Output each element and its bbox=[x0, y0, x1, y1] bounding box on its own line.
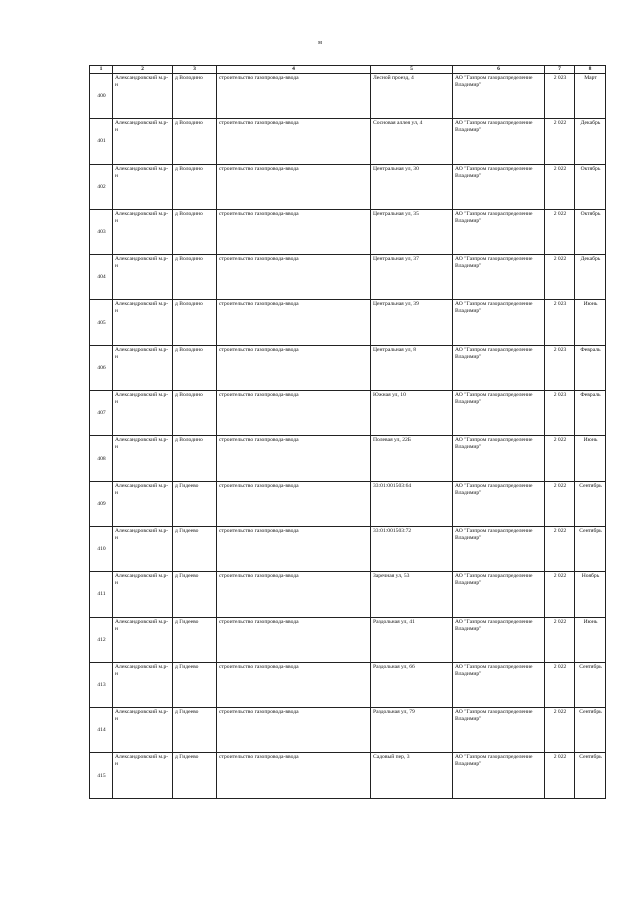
operator-cell: АО "Газпром газораспределение Владимир" bbox=[453, 255, 545, 300]
operator-cell: АО "Газпром газораспределение Владимир" bbox=[453, 74, 545, 119]
year-cell: 2 022 bbox=[545, 164, 575, 209]
month-cell: Октябрь bbox=[575, 209, 606, 254]
address-cell: Раздольная ул, 79 bbox=[371, 708, 453, 753]
column-header: 6 bbox=[453, 66, 545, 74]
operator-cell: АО "Газпром газораспределение Владимир" bbox=[453, 753, 545, 798]
operator-cell: АО "Газпром газораспределение Владимир" bbox=[453, 662, 545, 707]
table-row bbox=[90, 255, 606, 300]
column-header: 8 bbox=[575, 66, 606, 74]
month-cell: Февраль bbox=[575, 391, 606, 436]
address-cell: Центральная ул, 37 bbox=[371, 255, 453, 300]
work-type-cell: строительство газопровода-ввода bbox=[217, 708, 371, 753]
row-number: 403 bbox=[90, 209, 113, 254]
table-row bbox=[90, 481, 606, 526]
row-number: 407 bbox=[90, 391, 113, 436]
month-cell: Декабрь bbox=[575, 119, 606, 164]
address-cell: Центральная ул, 8 bbox=[371, 345, 453, 390]
table-row bbox=[90, 617, 606, 662]
address-cell: Лесной проезд, 4 bbox=[371, 74, 453, 119]
table-row bbox=[90, 164, 606, 209]
work-type-cell: строительство газопровода-ввода bbox=[217, 119, 371, 164]
year-cell: 2 022 bbox=[545, 526, 575, 571]
address-cell: 33:01:001503:72 bbox=[371, 526, 453, 571]
table-row bbox=[90, 391, 606, 436]
address-cell: Центральная ул, 30 bbox=[371, 164, 453, 209]
settlement-cell: д Гидеево bbox=[173, 481, 217, 526]
work-type-cell: строительство газопровода-ввода bbox=[217, 662, 371, 707]
operator-cell: АО "Газпром газораспределение Владимир" bbox=[453, 436, 545, 481]
month-cell: Июнь bbox=[575, 617, 606, 662]
row-number: 411 bbox=[90, 572, 113, 617]
column-header: 4 bbox=[217, 66, 371, 74]
page-number: м bbox=[318, 40, 322, 46]
settlement-cell: д Володино bbox=[173, 391, 217, 436]
district-cell: Александровский м.р-н bbox=[113, 164, 173, 209]
work-type-cell: строительство газопровода-ввода bbox=[217, 209, 371, 254]
operator-cell: АО "Газпром газораспределение Владимир" bbox=[453, 617, 545, 662]
work-type-cell: строительство газопровода-ввода bbox=[217, 300, 371, 345]
district-cell: Александровский м.р-н bbox=[113, 572, 173, 617]
month-cell: Июнь bbox=[575, 300, 606, 345]
work-type-cell: строительство газопровода-ввода bbox=[217, 753, 371, 798]
table-row bbox=[90, 119, 606, 164]
operator-cell: АО "Газпром газораспределение Владимир" bbox=[453, 526, 545, 571]
address-cell: Раздольная ул, 41 bbox=[371, 617, 453, 662]
row-number: 414 bbox=[90, 708, 113, 753]
table-row bbox=[90, 572, 606, 617]
settlement-cell: д Володино bbox=[173, 164, 217, 209]
settlement-cell: д Володино bbox=[173, 300, 217, 345]
table-row bbox=[90, 436, 606, 481]
settlement-cell: д Гидеево bbox=[173, 526, 217, 571]
district-cell: Александровский м.р-н bbox=[113, 345, 173, 390]
operator-cell: АО "Газпром газораспределение Владимир" bbox=[453, 708, 545, 753]
operator-cell: АО "Газпром газораспределение Владимир" bbox=[453, 300, 545, 345]
table-header-row bbox=[90, 66, 606, 74]
work-type-cell: строительство газопровода-ввода bbox=[217, 526, 371, 571]
operator-cell: АО "Газпром газораспределение Владимир" bbox=[453, 345, 545, 390]
settlement-cell: д Гидеево bbox=[173, 572, 217, 617]
operator-cell: АО "Газпром газораспределение Владимир" bbox=[453, 119, 545, 164]
work-type-cell: строительство газопровода-ввода bbox=[217, 481, 371, 526]
table-row bbox=[90, 345, 606, 390]
settlement-cell: д Володино bbox=[173, 119, 217, 164]
operator-cell: АО "Газпром газораспределение Владимир" bbox=[453, 391, 545, 436]
row-number: 406 bbox=[90, 345, 113, 390]
month-cell: Сентябрь bbox=[575, 753, 606, 798]
settlement-cell: д Гидеево bbox=[173, 662, 217, 707]
district-cell: Александровский м.р-н bbox=[113, 708, 173, 753]
row-number: 404 bbox=[90, 255, 113, 300]
district-cell: Александровский м.р-н bbox=[113, 662, 173, 707]
year-cell: 2 022 bbox=[545, 708, 575, 753]
year-cell: 2 022 bbox=[545, 481, 575, 526]
month-cell: Март bbox=[575, 74, 606, 119]
work-type-cell: строительство газопровода-ввода bbox=[217, 436, 371, 481]
month-cell: Ноябрь bbox=[575, 572, 606, 617]
row-number: 412 bbox=[90, 617, 113, 662]
address-cell: Центральная ул, 39 bbox=[371, 300, 453, 345]
district-cell: Александровский м.р-н bbox=[113, 119, 173, 164]
settlement-cell: д Гидеево bbox=[173, 753, 217, 798]
table-row bbox=[90, 526, 606, 571]
settlement-cell: д Володино bbox=[173, 209, 217, 254]
address-cell: Садовый пер, 3 bbox=[371, 753, 453, 798]
gasification-table bbox=[89, 65, 606, 799]
address-cell: Заречная ул, 53 bbox=[371, 572, 453, 617]
table-row bbox=[90, 662, 606, 707]
table-row bbox=[90, 300, 606, 345]
year-cell: 2 022 bbox=[545, 209, 575, 254]
work-type-cell: строительство газопровода-ввода bbox=[217, 74, 371, 119]
address-cell: Южная ул, 10 bbox=[371, 391, 453, 436]
row-number: 415 bbox=[90, 753, 113, 798]
month-cell: Сентябрь bbox=[575, 662, 606, 707]
month-cell: Февраль bbox=[575, 345, 606, 390]
year-cell: 2 022 bbox=[545, 255, 575, 300]
district-cell: Александровский м.р-н bbox=[113, 481, 173, 526]
row-number: 413 bbox=[90, 662, 113, 707]
table-row bbox=[90, 708, 606, 753]
settlement-cell: д Гидеево bbox=[173, 708, 217, 753]
address-cell: Центральная ул, 35 bbox=[371, 209, 453, 254]
year-cell: 2 022 bbox=[545, 753, 575, 798]
district-cell: Александровский м.р-н bbox=[113, 617, 173, 662]
work-type-cell: строительство газопровода-ввода bbox=[217, 345, 371, 390]
settlement-cell: д Володино bbox=[173, 436, 217, 481]
address-cell: Полевая ул, 22Б bbox=[371, 436, 453, 481]
address-cell: 33:01:001503:64 bbox=[371, 481, 453, 526]
row-number: 402 bbox=[90, 164, 113, 209]
work-type-cell: строительство газопровода-ввода bbox=[217, 572, 371, 617]
district-cell: Александровский м.р-н bbox=[113, 526, 173, 571]
district-cell: Александровский м.р-н bbox=[113, 436, 173, 481]
operator-cell: АО "Газпром газораспределение Владимир" bbox=[453, 164, 545, 209]
year-cell: 2 022 bbox=[545, 572, 575, 617]
operator-cell: АО "Газпром газораспределение Владимир" bbox=[453, 209, 545, 254]
district-cell: Александровский м.р-н bbox=[113, 300, 173, 345]
address-cell: Раздольная ул, 66 bbox=[371, 662, 453, 707]
district-cell: Александровский м.р-н bbox=[113, 391, 173, 436]
row-number: 400 bbox=[90, 74, 113, 119]
column-header: 1 bbox=[90, 66, 113, 74]
column-header: 7 bbox=[545, 66, 575, 74]
table-body bbox=[90, 74, 606, 799]
row-number: 408 bbox=[90, 436, 113, 481]
settlement-cell: д Володино bbox=[173, 74, 217, 119]
year-cell: 2 022 bbox=[545, 662, 575, 707]
address-cell: Сосновая аллея ул, 4 bbox=[371, 119, 453, 164]
district-cell: Александровский м.р-н bbox=[113, 74, 173, 119]
row-number: 405 bbox=[90, 300, 113, 345]
month-cell: Декабрь bbox=[575, 255, 606, 300]
month-cell: Июнь bbox=[575, 436, 606, 481]
year-cell: 2 023 bbox=[545, 300, 575, 345]
settlement-cell: д Гидеево bbox=[173, 617, 217, 662]
year-cell: 2 022 bbox=[545, 119, 575, 164]
district-cell: Александровский м.р-н bbox=[113, 255, 173, 300]
month-cell: Сентябрь bbox=[575, 526, 606, 571]
table-row bbox=[90, 209, 606, 254]
column-header: 3 bbox=[173, 66, 217, 74]
work-type-cell: строительство газопровода-ввода bbox=[217, 164, 371, 209]
settlement-cell: д Володино bbox=[173, 255, 217, 300]
row-number: 409 bbox=[90, 481, 113, 526]
month-cell: Сентябрь bbox=[575, 481, 606, 526]
work-type-cell: строительство газопровода-ввода bbox=[217, 391, 371, 436]
row-number: 410 bbox=[90, 526, 113, 571]
district-cell: Александровский м.р-н bbox=[113, 753, 173, 798]
year-cell: 2 023 bbox=[545, 391, 575, 436]
work-type-cell: строительство газопровода-ввода bbox=[217, 255, 371, 300]
year-cell: 2 022 bbox=[545, 436, 575, 481]
year-cell: 2 022 bbox=[545, 617, 575, 662]
column-header: 5 bbox=[371, 66, 453, 74]
district-cell: Александровский м.р-н bbox=[113, 209, 173, 254]
table-row bbox=[90, 74, 606, 119]
column-header: 2 bbox=[113, 66, 173, 74]
settlement-cell: д Володино bbox=[173, 345, 217, 390]
month-cell: Октябрь bbox=[575, 164, 606, 209]
year-cell: 2 023 bbox=[545, 74, 575, 119]
operator-cell: АО "Газпром газораспределение Владимир" bbox=[453, 572, 545, 617]
work-type-cell: строительство газопровода-ввода bbox=[217, 617, 371, 662]
operator-cell: АО "Газпром газораспределение Владимир" bbox=[453, 481, 545, 526]
row-number: 401 bbox=[90, 119, 113, 164]
table-row bbox=[90, 753, 606, 798]
year-cell: 2 023 bbox=[545, 345, 575, 390]
month-cell: Сентябрь bbox=[575, 708, 606, 753]
